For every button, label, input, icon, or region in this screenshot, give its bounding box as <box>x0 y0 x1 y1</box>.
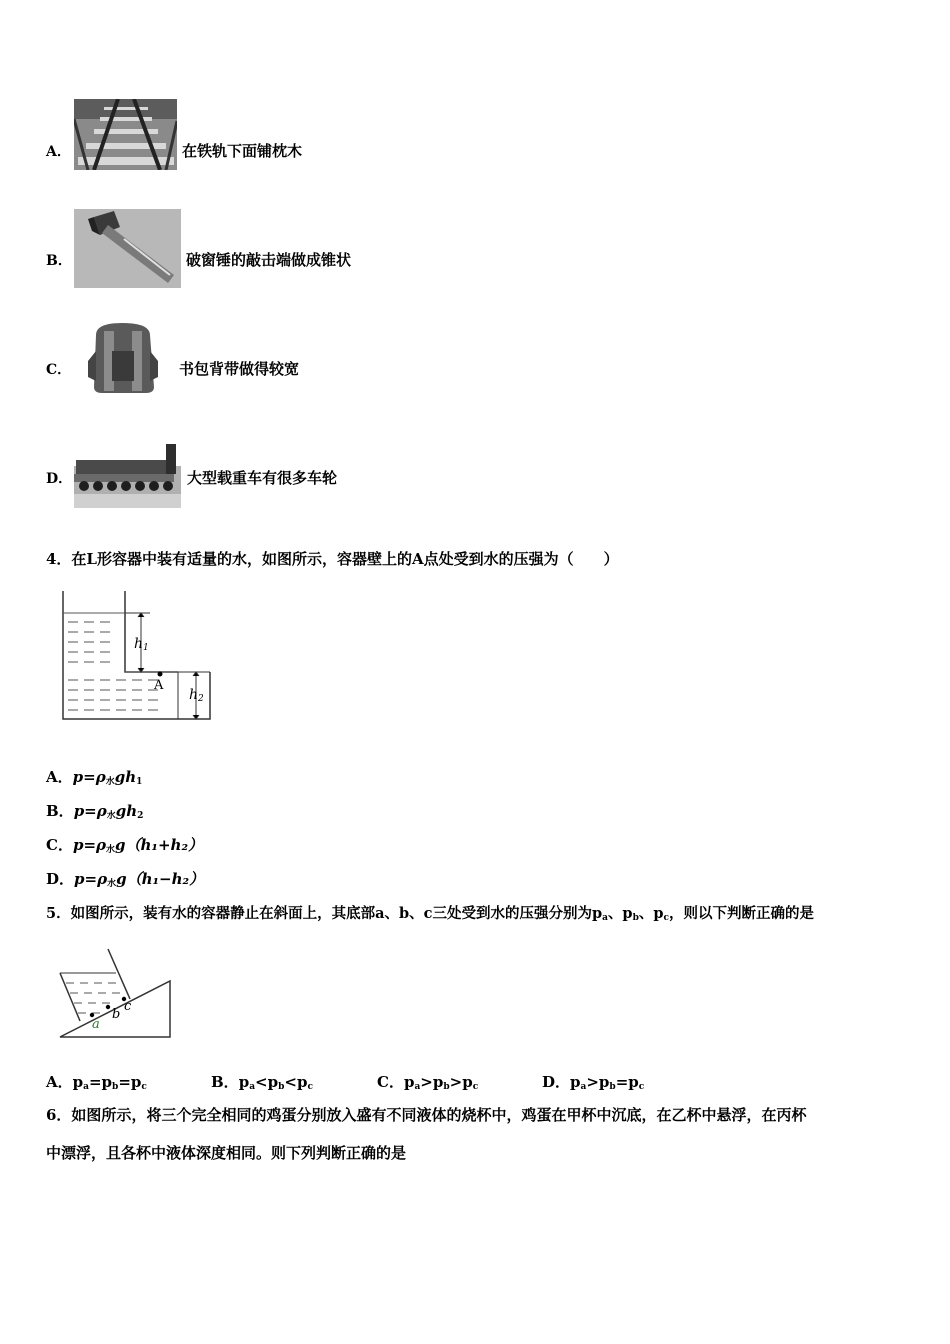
incline-container-figure <box>56 943 174 1041</box>
option-text: 大型载重车有很多车轮 <box>187 469 338 487</box>
railway-track-photo <box>74 99 177 170</box>
option-text: 书包背带做得较宽 <box>179 360 300 378</box>
option-letter: A． <box>46 144 71 160</box>
option-letter: B． <box>46 253 72 269</box>
point-c-label: c <box>124 999 132 1014</box>
option-letter: D． <box>46 870 75 888</box>
window-hammer-photo <box>74 209 181 288</box>
formula-sub: 水 <box>107 879 117 889</box>
q6-stem-line1: 6．如图所示，将三个完全相同的鸡蛋分别放入盛有不同液体的烧杯中，鸡蛋在甲杯中沉底，在乙杯中悬浮，在丙杯 <box>46 1106 807 1124</box>
point-a-label: A <box>154 678 164 693</box>
formula-sub: 水 <box>105 777 115 787</box>
q5-option-d[interactable]: D．$p_a>p_b=p_c$ <box>542 1073 645 1092</box>
point-b-label: b <box>112 1007 121 1022</box>
formula-sub: 水 <box>106 845 116 855</box>
q6-stem-line2: 中漂浮，且各杯中液体深度相同。则下列判断正确的是 <box>46 1144 407 1162</box>
option-letter: C． <box>377 1073 404 1091</box>
q4-option-c[interactable] <box>46 834 203 855</box>
option-letter: B． <box>46 802 74 820</box>
q5-option-a[interactable]: A．$p_a=p_b=p_c$ <box>46 1073 147 1092</box>
backpack-photo <box>82 321 165 396</box>
formula-tail: gh <box>114 768 137 786</box>
point-a-label: a <box>92 1017 100 1032</box>
option-text: 在铁轨下面铺枕木 <box>182 142 303 160</box>
option-letter: D． <box>542 1073 571 1091</box>
option-text: 破窗锤的敲击端做成锥状 <box>186 251 352 269</box>
h1-label: $h_1$ <box>134 636 149 653</box>
option-letter: D． <box>46 471 73 487</box>
heavy-truck-photo <box>74 438 181 508</box>
option-letter: C． <box>46 836 73 854</box>
formula: p=ρ <box>72 768 106 786</box>
formula: p=ρ <box>73 802 107 820</box>
formula-tail: g（h₁+h₂） <box>115 836 204 854</box>
option-letter: A． <box>46 768 73 786</box>
formula-sub: 水 <box>106 811 116 821</box>
option-letter: B． <box>211 1073 239 1091</box>
formula-tail-sub: 1 <box>136 777 143 787</box>
q4-option-b[interactable] <box>46 800 143 821</box>
formula-tail: gh <box>115 802 138 820</box>
q4-option-a[interactable] <box>46 766 142 787</box>
q5-option-c[interactable]: C．$p_a>p_b>p_c$ <box>377 1073 479 1092</box>
q5-option-b[interactable]: B．$p_a<p_b<p_c$ <box>211 1073 313 1092</box>
formula-tail: g（h₁−h₂） <box>116 870 205 888</box>
formula: p=ρ <box>74 870 108 888</box>
formula: p=ρ <box>72 836 106 854</box>
option-letter: C． <box>46 362 72 378</box>
option-letter: A． <box>46 1073 73 1091</box>
l-shaped-container-figure <box>56 588 212 724</box>
formula-tail-sub: 2 <box>137 811 144 821</box>
q5-stem: 5．如图所示，装有水的容器静止在斜面上，其底部a、b、c三处受到水的压强分别为$p_a$、$p_b$、$p_c$，则以下判断正确的是 <box>46 905 814 923</box>
q4-option-d[interactable] <box>46 868 204 889</box>
h2-label: $h_2$ <box>189 687 204 704</box>
q4-stem: 4．在L形容器中装有适量的水，如图所示，容器壁上的A点处受到水的压强为（ ） <box>46 550 619 568</box>
